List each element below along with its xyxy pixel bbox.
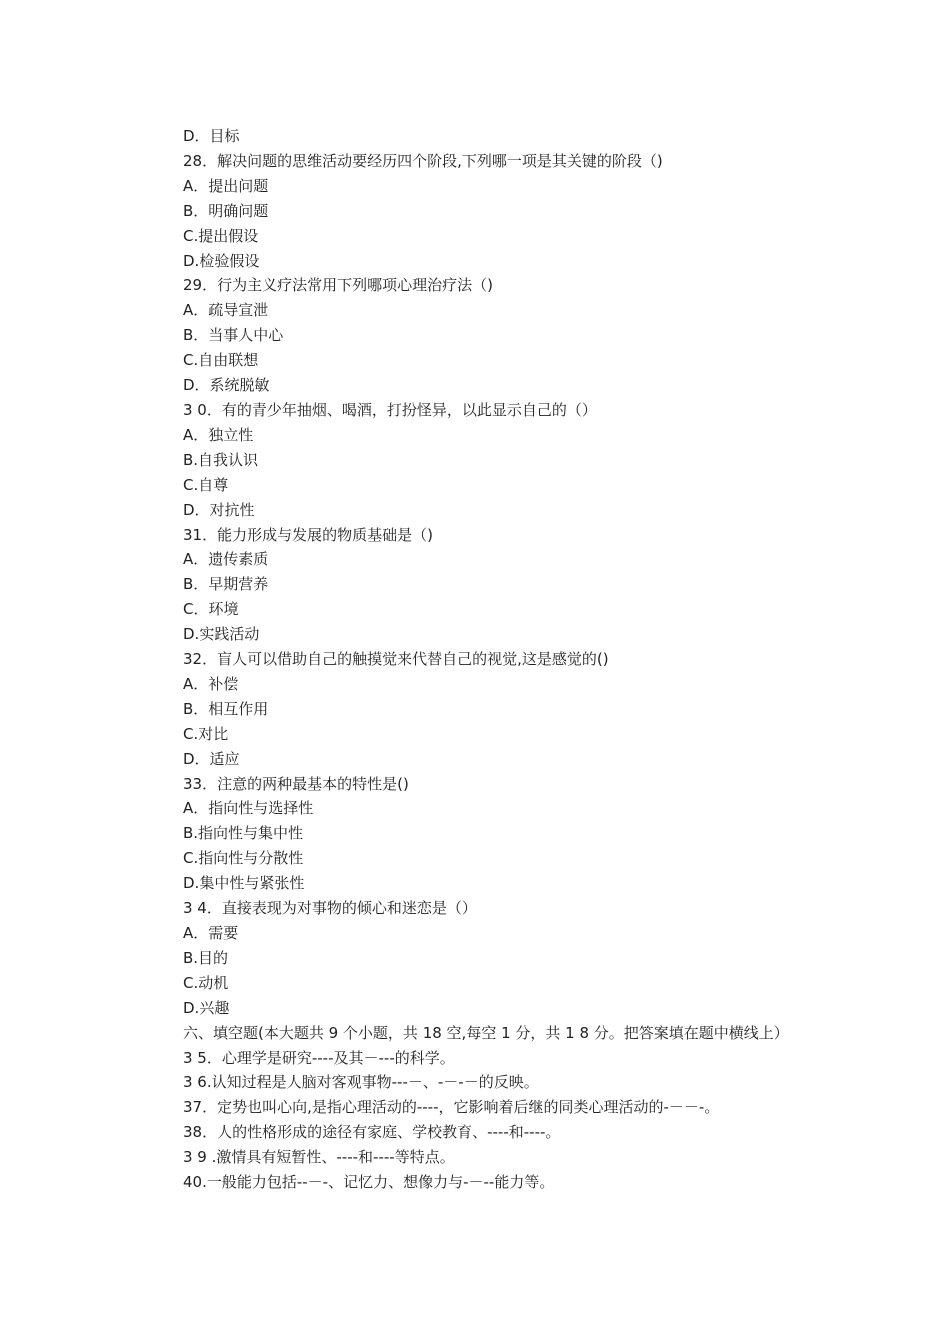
fill-item-39: 3 9 .激情具有短暂性、----和----等特点。: [183, 1148, 455, 1167]
question-34-option-c: C.动机: [183, 973, 229, 992]
question-29-option-d: D．系统脱敏: [183, 376, 270, 395]
question-30-option-c: C.自尊: [183, 475, 229, 494]
question-34-option-a: A．需要: [183, 924, 239, 942]
fill-item-35: 3 5．心理学是研究----及其－---的科学。: [183, 1048, 455, 1067]
question-32-option-a: A．补偿: [183, 674, 239, 693]
question-31-option-c: C．环境: [183, 600, 239, 619]
question-29-option-c: C.自由联想: [183, 351, 259, 370]
question-28-option-b: B．明确问题: [183, 201, 269, 220]
question-31-stem: 31．能力形成与发展的物质基础是（): [183, 525, 433, 544]
question-29-option-b: B．当事人中心: [183, 326, 284, 345]
fill-item-38: 38．人的性格形成的途径有家庭、学校教育、----和----。: [183, 1123, 561, 1142]
question-33-option-c: C.指向性与分散性: [183, 849, 304, 868]
q27-option-d: D．目标: [183, 127, 240, 145]
question-34-option-d: D.兴趣: [183, 998, 230, 1017]
section-6-heading: 六、填空题(本大题共 9 个小题，共 18 空,每空 1 分，共 1 8 分。把答案填在题中横线上）: [183, 1023, 789, 1042]
question-33-stem: 33．注意的两种最基本的特性是(): [183, 774, 409, 793]
question-30-option-b: B.自我认识: [183, 450, 259, 469]
question-30-option-a: A．独立性: [183, 425, 254, 444]
fill-item-40: 40.一般能力包括--－-、记忆力、想像力与-－--能力等。: [183, 1173, 555, 1192]
question-32-stem: 32．盲人可以借助自己的触摸觉来代替自己的视觉,这是感觉的(): [183, 650, 609, 669]
question-31-option-a: A．遗传素质: [183, 550, 269, 569]
question-30-stem: 3 0．有的青少年抽烟、喝酒，打扮怪异，以此显示自己的（）: [183, 400, 597, 419]
fill-item-36: 3 6.认知过程是人脑对客观事物---－、-－-－的反映。: [183, 1073, 539, 1092]
question-33-option-b: B.指向性与集中性: [183, 824, 304, 843]
question-30-option-d: D．对抗性: [183, 500, 255, 519]
question-28-option-a: A．提出问题: [183, 176, 269, 195]
question-31-option-b: B．早期营养: [183, 575, 269, 594]
document-content: [145, 124, 805, 1195]
question-31-option-d: D.实践活动: [183, 625, 260, 644]
question-32-option-c: C.对比: [183, 724, 229, 743]
question-28-option-c: C.提出假设: [183, 226, 259, 245]
question-28-stem: 28．解决问题的思维活动要经历四个阶段,下列哪一项是其关键的阶段（): [183, 151, 663, 170]
fill-item-37: 37．定势也叫心向,是指心理活动的----，它影响着后继的同类心理活动的-－－-。: [183, 1098, 720, 1117]
question-29-option-a: A．疏导宣泄: [183, 301, 269, 320]
question-33-option-a: A．指向性与选择性: [183, 799, 314, 818]
question-33-option-d: D.集中性与紧张性: [183, 874, 305, 893]
question-28-option-d: D.检验假设: [183, 251, 260, 270]
question-34-option-b: B.目的: [183, 948, 229, 967]
question-32-option-b: B．相互作用: [183, 699, 269, 718]
question-32-option-d: D．适应: [183, 749, 240, 768]
question-34-stem: 3 4．直接表现为对事物的倾心和迷恋是（）: [183, 899, 477, 918]
question-29-stem: 29．行为主义疗法常用下列哪项心理治疗法（): [183, 276, 493, 295]
